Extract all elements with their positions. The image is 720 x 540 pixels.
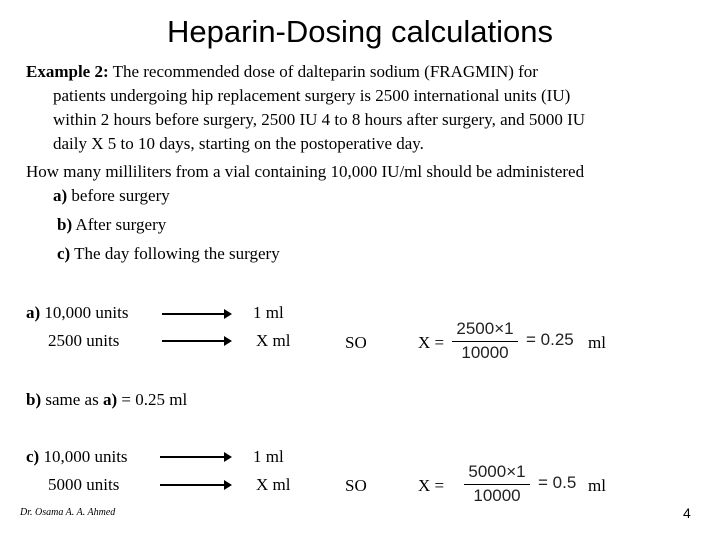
calc-a-units-1: 10,000 units xyxy=(40,303,129,322)
calc-c-arrow-1 xyxy=(160,456,229,458)
calc-b-text: = 0.25 ml xyxy=(117,390,188,409)
calc-c-row1-right: 1 ml xyxy=(253,447,284,466)
calc-c-units-1: 10,000 units xyxy=(39,447,128,466)
part-a-text: before surgery xyxy=(67,186,170,205)
calc-a-row1-right: 1 ml xyxy=(253,303,284,322)
calc-b-label: b) xyxy=(26,390,42,409)
calc-a-row2-right: X ml xyxy=(256,331,291,350)
calc-a-denominator: 10000 xyxy=(461,343,509,362)
example-text-1: The recommended dose of dalteparin sodium (FRAGMIN) for xyxy=(108,62,538,81)
calc-c-arrow-2 xyxy=(160,484,229,486)
page-number: 4 xyxy=(683,505,691,521)
calc-c-row1-left xyxy=(26,447,128,467)
example-label: Example 2: xyxy=(26,62,109,81)
calc-a-so: SO xyxy=(345,333,367,352)
question-part-a xyxy=(53,186,170,206)
calc-b-ref: a) xyxy=(102,390,118,409)
calc-a-numerator: 2500×1 xyxy=(456,319,514,338)
part-b-text: After surgery xyxy=(72,215,167,234)
calc-c-numerator: 5000×1 xyxy=(468,462,526,481)
example-line-1 xyxy=(26,62,538,82)
example-line-3: within 2 hours before surgery, 2500 IU 4 to 8 hours after surgery, and 5000 IU xyxy=(53,110,586,129)
calc-a-arrow-1 xyxy=(162,313,229,315)
example-line-4: daily X 5 to 10 days, starting on the postoperative day. xyxy=(53,134,424,153)
calc-c-row2-right: X ml xyxy=(256,475,291,494)
calc-b-line xyxy=(26,390,187,410)
part-c-label: c) xyxy=(57,244,71,263)
slide-title: Heparin-Dosing calculations xyxy=(167,14,553,49)
part-a-label: a) xyxy=(53,186,68,205)
calc-a-unit: ml xyxy=(588,333,606,352)
part-b-label: b) xyxy=(57,215,73,234)
calc-c-fraction-bar xyxy=(464,484,530,485)
calc-a-label: a) xyxy=(26,303,41,322)
question-part-c xyxy=(57,244,280,264)
calc-c-row2-left: 5000 units xyxy=(48,475,120,494)
calc-a-row2-left: 2500 units xyxy=(48,331,120,350)
calc-a-result: = 0.25 xyxy=(526,330,574,349)
calc-c-unit: ml xyxy=(588,476,606,495)
question-text: How many milliliters from a vial containing 10,000 IU/ml should be administered xyxy=(26,162,585,181)
part-c-text: The day following the surgery xyxy=(70,244,280,263)
calc-a-x-equals: X = xyxy=(418,333,445,352)
author-footer: Dr. Osama A. A. Ahmed xyxy=(20,507,116,518)
calc-a-arrow-2 xyxy=(162,340,229,342)
calc-c-result: = 0.5 xyxy=(538,473,577,492)
calc-b-mid: same as xyxy=(41,390,103,409)
calc-a-fraction-bar xyxy=(452,341,518,342)
calc-c-so: SO xyxy=(345,476,367,495)
calc-a-row1-left xyxy=(26,303,128,323)
calc-c-x-equals: X = xyxy=(418,476,445,495)
calc-c-denominator: 10000 xyxy=(473,486,521,505)
question-part-b xyxy=(57,215,166,235)
example-line-2: patients undergoing hip replacement surgery is 2500 international units (IU) xyxy=(53,86,571,105)
calc-c-label: c) xyxy=(26,447,40,466)
